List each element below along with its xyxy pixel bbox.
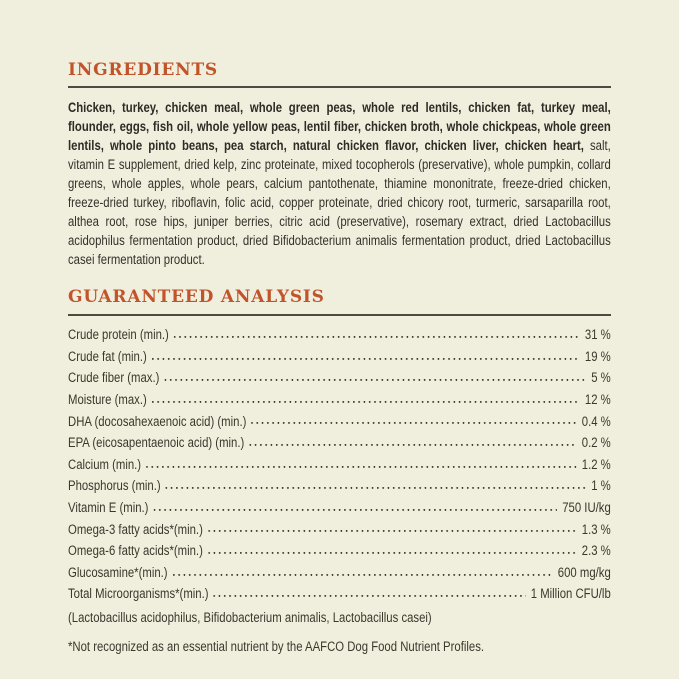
dot-leader — [251, 412, 576, 426]
nutrient-value: 12 % — [584, 392, 611, 408]
nutrient-label: Vitamin E (min.) — [68, 500, 149, 516]
nutrient-label: Total Microorganisms*(min.) — [68, 586, 209, 602]
nutrient-value: 600 mg/kg — [557, 564, 611, 580]
dot-leader — [152, 347, 580, 361]
nutrient-value: 1.2 % — [581, 456, 611, 472]
nutrient-value: 1.3 % — [581, 521, 611, 537]
ingredients-section — [68, 60, 611, 269]
nutrient-value: 750 IU/kg — [562, 500, 611, 516]
analysis-row — [68, 542, 611, 564]
analysis-row — [68, 520, 611, 542]
analysis-row — [68, 477, 611, 499]
nutrient-value: 1 % — [591, 478, 611, 494]
nutrient-value: 2.3 % — [581, 543, 611, 559]
ingredients-primary-text: Chicken, turkey, chicken meal, whole green peas, whole red lentils, chicken fat, turkey meal, flounder, eggs, fish oil, whole yellow peas, lentil fiber, chicken broth, whole chickpeas, whole green lentils, whole pinto beans, pea starch, natural chicken flavor, chicken liver, chicken heart, — [68, 100, 611, 154]
nutrient-label: Moisture (max.) — [68, 392, 147, 408]
ingredients-heading: INGREDIENTS — [68, 60, 219, 80]
nutrient-value: 1 Million CFU/lb — [530, 586, 611, 602]
dot-leader — [208, 542, 577, 556]
nutrient-value: 5 % — [591, 370, 611, 386]
analysis-row — [68, 499, 611, 521]
dot-leader — [249, 434, 576, 448]
analysis-row — [68, 326, 611, 348]
ingredients-text — [68, 98, 611, 269]
nutrient-label: Omega-3 fatty acids*(min.) — [68, 521, 203, 537]
nutrient-label: DHA (docosahexaenoic acid) (min.) — [68, 413, 247, 429]
microorganisms-note: (Lactobacillus acidophilus, Bifidobacterium animalis, Lactobacillus casei) — [68, 609, 432, 625]
dot-leader — [164, 369, 586, 383]
nutrient-label: Omega-6 fatty acids*(min.) — [68, 543, 203, 559]
analysis-row — [68, 347, 611, 369]
nutrient-label: Phosphorus (min.) — [68, 478, 161, 494]
aafco-footnote: *Not recognized as an essential nutrient by the AAFCO Dog Food Nutrient Profiles. — [68, 639, 485, 655]
ingredients-divider — [68, 86, 611, 88]
analysis-row — [68, 369, 611, 391]
dot-leader — [153, 499, 557, 513]
nutrient-value: 0.2 % — [581, 435, 611, 451]
nutrient-label: Crude fat (min.) — [68, 348, 147, 364]
nutrient-value: 19 % — [584, 348, 611, 364]
guaranteed-analysis-section — [68, 287, 611, 656]
nutrient-label: EPA (eicosapentaenoic acid) (min.) — [68, 435, 245, 451]
dot-leader — [152, 391, 580, 405]
dot-leader — [166, 477, 586, 491]
guaranteed-analysis-heading: GUARANTEED ANALYSIS — [68, 287, 325, 308]
nutrient-label: Glucosamine*(min.) — [68, 564, 168, 580]
dot-leader — [214, 585, 526, 599]
analysis-row — [68, 455, 611, 477]
analysis-row — [68, 391, 611, 413]
ingredients-secondary-text: salt, vitamin E supplement, dried kelp, zinc proteinate, mixed tocopherols (preservative), whole pumpkin, collard greens, whole apples, whole pears, calcium pantothenate, thiamine mononitrate, freeze-dried chicken, freeze-dried turkey, riboflavin, folic acid, copper proteinate, dried chicory root, turmeric, sarsaparilla root, althea root, rose hips, juniper berries, citric acid (preservative), rosemary extract, dried Lactobacillus acidophilus fermentation product, dried Bifidobacterium animalis fermentation product, dried Lactobacillus casei fermentation product. — [68, 138, 611, 268]
analysis-table — [68, 326, 611, 607]
analysis-row — [68, 563, 611, 585]
nutrient-label: Crude fiber (max.) — [68, 370, 160, 386]
dot-leader — [173, 563, 553, 577]
analysis-row — [68, 434, 611, 456]
dot-leader — [174, 326, 580, 340]
nutrient-value: 0.4 % — [581, 413, 611, 429]
guaranteed-analysis-divider — [68, 314, 611, 316]
analysis-row — [68, 585, 611, 607]
nutrient-value: 31 % — [584, 327, 611, 343]
nutrient-label: Crude protein (min.) — [68, 327, 169, 343]
analysis-row — [68, 412, 611, 434]
dot-leader — [208, 520, 577, 534]
dot-leader — [146, 455, 577, 469]
nutrient-label: Calcium (min.) — [68, 456, 142, 472]
